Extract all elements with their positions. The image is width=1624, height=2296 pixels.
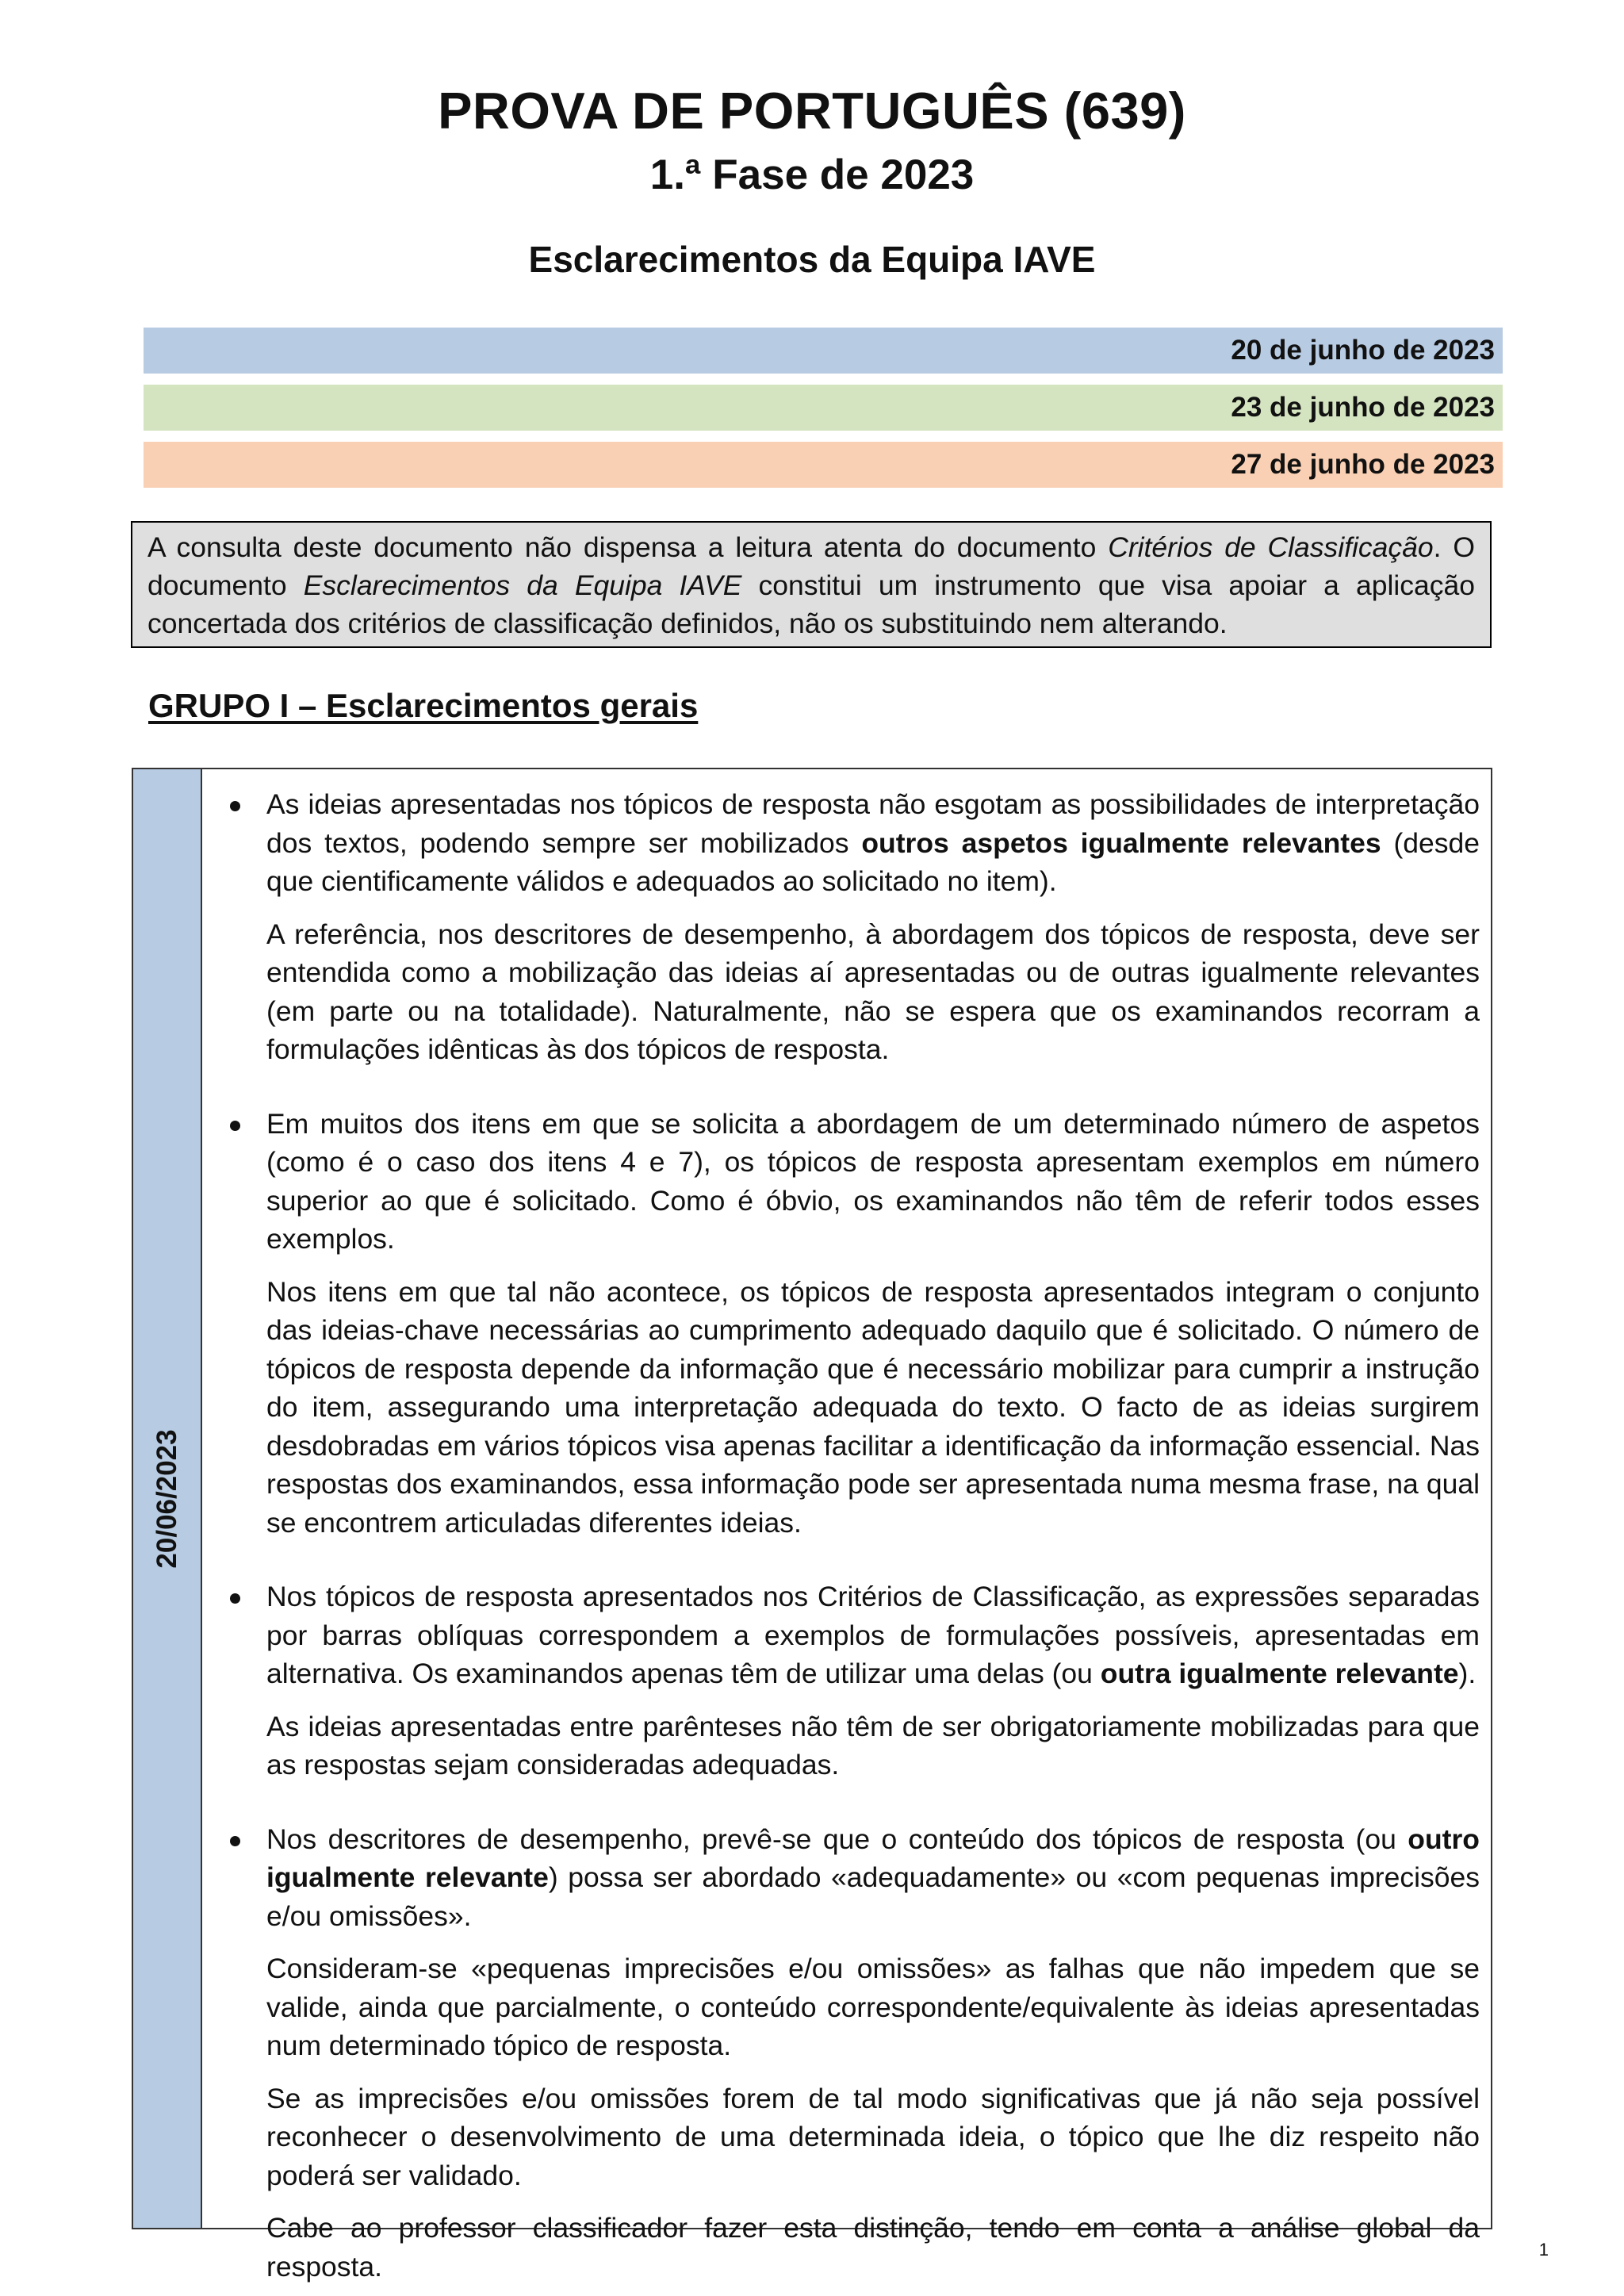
bullet-icon [230,1836,240,1846]
date-band-green [144,385,1503,431]
paragraph: Se as imprecisões e/ou omissões forem de tal modo significativas que já não seja possível reconhecer o desenvolvimento de uma determinada ideia, o tópico que lhe diz respeito não poderá ser validado. [266,2082,1480,2191]
clarifications-table [132,768,1492,2283]
paragraph: Consideram-se «pequenas imprecisões e/ou omissões» as falhas que não impedem que se valide, ainda que parcialmente, o conteúdo correspondente/equivalente às ideias apresentadas num determinado tópico de resposta. [266,1953,1480,2061]
bullet-icon [230,801,240,811]
list-item [219,785,1480,1069]
notice-text: A consulta deste documento não dispensa a leitura atenta do documento Critérios de Classificação. O documento Esclarecimentos da Equipa IAVE constitui um instrumento que visa apoiar a aplicação concertada dos critérios de classificação definidos, não os substituindo nem alterando. [147,531,1476,639]
page-number: 1 [1538,2240,1549,2260]
date-label-2: 23 de junho de 2023 [1231,392,1495,423]
date-column [133,769,202,2228]
list-item [219,1105,1480,1543]
vertical-date-label: 20/06/2023 [151,1429,182,1569]
date-label-3: 27 de junho de 2023 [1231,449,1495,480]
clarifications-content [219,785,1480,2286]
notice-box [131,521,1492,648]
document-subtitle: Esclarecimentos da Equipa IAVE [528,239,1096,280]
date-band-blue [144,328,1503,374]
date-label-1: 20 de junho de 2023 [1231,335,1495,366]
paragraph: Em muitos dos itens em que se solicita a abordagem de um determinado número de aspetos (como é o caso dos itens 4 e 7), os tópicos de resposta apresentam exemplos em número superior ao que é solicitado. Como é óbvio, os examinandos não têm de referir todos esses exemplos. [266,1107,1480,1255]
paragraph: A referência, nos descritores de desempenho, à abordagem dos tópicos de resposta, deve ser entendida como a mobilização das ideias aí apresentadas ou de outras igualmente relevantes (em parte ou na totalidade). Naturalmente, não se espera que os examinandos recorram a formulações idênticas às dos tópicos de resposta. [266,918,1480,1065]
list-item [219,1820,1480,2286]
paragraph: Nos itens em que tal não acontece, os tópicos de resposta apresentados integram o conjunto das ideias-chave necessárias ao cumprimento adequado daquilo que é solicitado. O número de tópicos de resposta depende da informação que é necessário mobilizar para cumprir a instrução do item, assegurando uma interpretação adequada do texto. O facto de as ideias surgirem desdobradas em vários tópicos visa apenas facilitar a identificação da informação essencial. Nas respostas dos examinandos, essa informação pode ser apresentada numa mesma frase, na qual se encontrem articuladas diferentes ideias. [266,1275,1480,1539]
bullet-icon [230,1593,240,1604]
exam-phase: 1.ª Fase de 2023 [649,151,975,198]
document-title: PROVA DE PORTUGUÊS (639) [438,82,1186,140]
paragraph: Cabe ao professor classificador fazer esta distinção, tendo em conta a análise global da resposta. [266,2212,1480,2283]
date-band-orange [144,442,1503,488]
paragraph: Nos tópicos de resposta apresentados nos Critérios de Classificação, as expressões separadas por barras oblíquas correspondem a exemplos de formulações possíveis, apresentadas em alternativa. Os examinandos apenas têm de utilizar uma delas (ou outra igualmente relevante). [266,1581,1480,1689]
bullet-icon [230,1121,240,1131]
paragraph: As ideias apresentadas nos tópicos de resposta não esgotam as possibilidades de interpretação dos textos, podendo sempre ser mobilizados outros aspetos igualmente relevantes (desde que cientificamente válidos e adequados ao solicitado no item). [266,788,1480,897]
paragraph: Nos descritores de desempenho, prevê-se que o conteúdo dos tópicos de resposta (ou outro igualmente relevante) possa ser abordado «adequadamente» ou «com pequenas imprecisões e/ou omissões». [266,1823,1480,1932]
paragraph: As ideias apresentadas entre parênteses não têm de ser obrigatoriamente mobilizadas para que as respostas sejam consideradas adequadas. [266,1710,1480,1780]
group-heading: GRUPO I – Esclarecimentos gerais [148,687,699,724]
list-item [219,1577,1480,1784]
